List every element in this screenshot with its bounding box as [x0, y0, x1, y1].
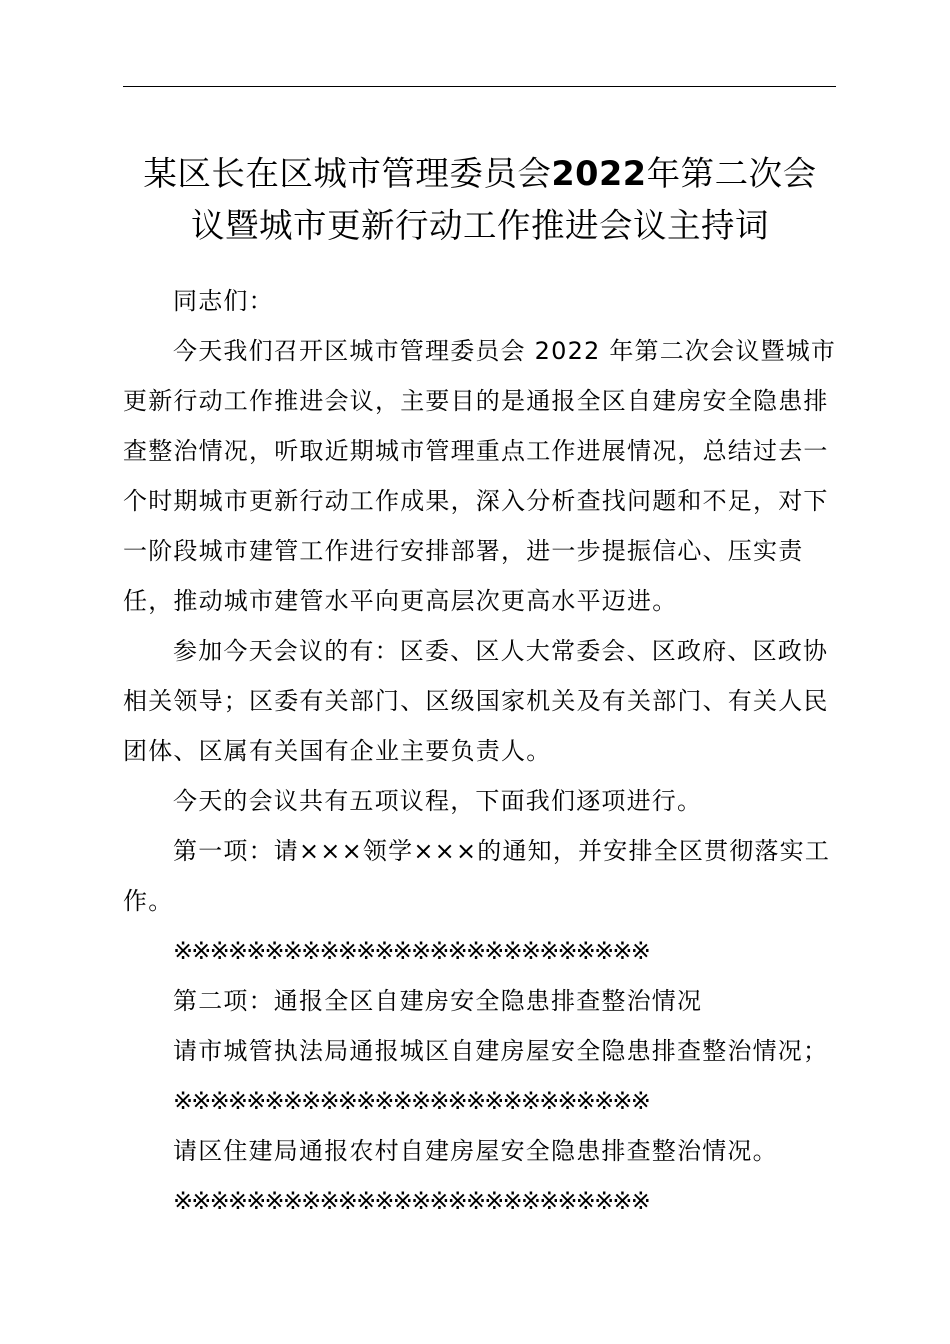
salutation: 同志们： — [173, 287, 274, 315]
title-line-1-a: 某区长在区城市管理委员会 — [143, 154, 552, 193]
placeholder-marks: ※※※※※※※※※※※※※※※※※※※※※※※※※※ — [173, 937, 650, 965]
city-report-paragraph: 请市城管执法局通报城区自建房屋安全隐患排查整治情况； — [173, 1037, 829, 1065]
document-body — [123, 276, 843, 1226]
title-line-2: 议暨城市更新行动工作推进会议主持词 — [191, 206, 769, 245]
header-rule — [123, 86, 836, 87]
placeholder-marks: ※※※※※※※※※※※※※※※※※※※※※※※※※※ — [173, 1087, 650, 1115]
intro-paragraph: 今天我们召开区城市管理委员会 2022 年第二次会议暨城市更新行动工作推进会议，主要目的是通报全区自建房安全隐患排查整治情况，听取近期城市管理重点工作进展情况，总结过去一个时期城市更新行动工作成果，深入分析查找问题和不足，对下一阶段城市建管工作进行安排部署，进一步提振信心、压实责任，推动城市建管水平向更高层次更高水平迈进。 — [123, 337, 837, 615]
placeholder-marks: ※※※※※※※※※※※※※※※※※※※※※※※※※※ — [173, 1187, 650, 1215]
rural-report-paragraph: 请区住建局通报农村自建房屋安全隐患排查整治情况。 — [173, 1137, 778, 1165]
attendees-paragraph: 参加今天会议的有：区委、区人大常委会、区政府、区政协相关领导；区委有关部门、区级国家机关及有关部门、有关人民团体、区属有关国有企业主要负责人。 — [123, 637, 829, 765]
title-line-1-b: 年第二次会 — [646, 154, 817, 193]
item-two-paragraph: 第二项：通报全区自建房安全隐患排查整治情况 — [173, 987, 703, 1015]
agenda-paragraph: 今天的会议共有五项议程，下面我们逐项进行。 — [173, 787, 703, 815]
document-title — [110, 148, 850, 252]
item-one-paragraph: 第一项：请×××领学×××的通知，并安排全区贯彻落实工作。 — [123, 837, 831, 915]
title-line-1 — [110, 148, 850, 200]
title-year: 2022 — [551, 154, 647, 193]
